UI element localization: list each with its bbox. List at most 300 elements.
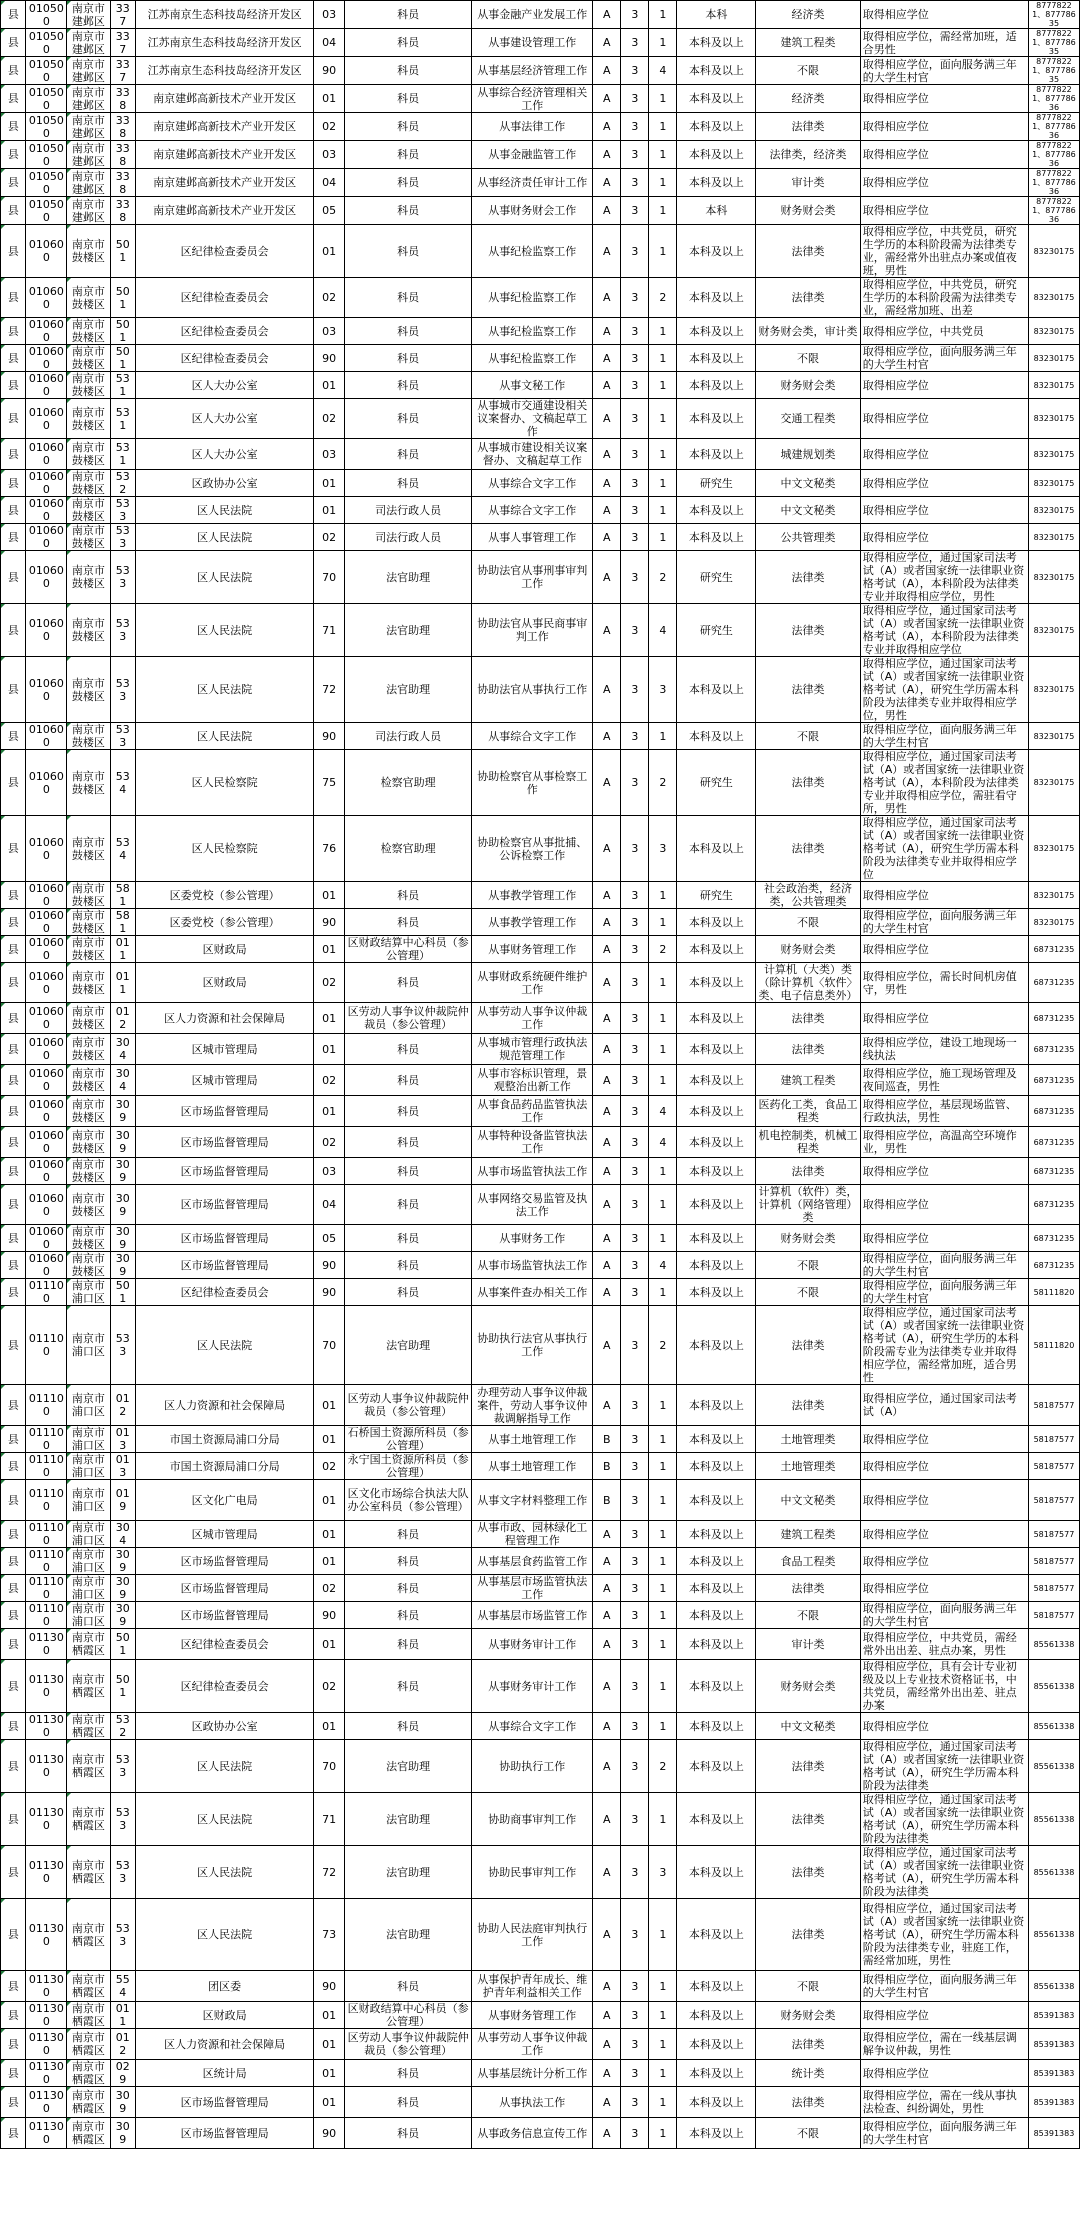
cell-major: 土地管理类 [756, 1426, 860, 1453]
cell-category: A [593, 318, 621, 345]
cell-education: 本科及以上 [677, 1158, 756, 1185]
cell-post-name: 科员 [344, 1971, 471, 2002]
cell-level: 县 [1, 963, 26, 1003]
cell-level: 县 [1, 1713, 26, 1740]
table-row [1, 1034, 1080, 1065]
cell-major: 审计类 [756, 169, 860, 197]
cell-major: 计算机（大类）类（除计算机〈软件〉类、电子信息类外） [756, 963, 860, 1003]
cell-dept-code: 533 [110, 551, 135, 604]
cell-phone: 58111820 [1028, 1279, 1079, 1306]
cell-district: 南京市鼓楼区 [67, 278, 110, 318]
cell-unit-code: 010600 [26, 225, 67, 278]
cell-post-code: 01 [314, 497, 345, 524]
cell-phone: 58111820 [1028, 1306, 1079, 1385]
cell-dept-code: 013 [110, 1426, 135, 1453]
cell-category: A [593, 85, 621, 113]
cell-phone: 58187577 [1028, 1521, 1079, 1548]
cell-dept-name: 区人大办公室 [136, 399, 314, 439]
table-row [1, 909, 1080, 936]
cell-category: A [593, 141, 621, 169]
cell-count: 1 [649, 1065, 677, 1096]
cell-dept-code: 501 [110, 278, 135, 318]
cell-education: 本科及以上 [677, 524, 756, 551]
cell-post-name: 法官助理 [344, 1793, 471, 1846]
cell-major: 中文文秘类 [756, 1480, 860, 1521]
cell-education: 本科及以上 [677, 1385, 756, 1426]
cell-unit-code: 010600 [26, 723, 67, 750]
cell-post-name: 科员 [344, 1602, 471, 1629]
cell-level: 县 [1, 723, 26, 750]
cell-count: 1 [649, 2060, 677, 2087]
cell-post-duty: 从事市场监管执法工作 [472, 1158, 593, 1185]
cell-exam-type: 3 [621, 882, 649, 909]
cell-other-requirements: 取得相应学位 [860, 439, 1028, 470]
cell-exam-type: 3 [621, 2002, 649, 2029]
cell-post-code: 01 [314, 1385, 345, 1426]
cell-category: B [593, 1480, 621, 1521]
cell-count: 1 [649, 29, 677, 57]
cell-major: 法律类 [756, 1575, 860, 1602]
cell-level: 县 [1, 1158, 26, 1185]
cell-post-name: 科员 [344, 882, 471, 909]
cell-dept-name: 区人民法院 [136, 604, 314, 657]
cell-other-requirements: 取得相应学位，高温高空环境作业，男性 [860, 1127, 1028, 1158]
cell-category: A [593, 57, 621, 85]
cell-count: 1 [649, 141, 677, 169]
table-row [1, 1629, 1080, 1660]
cell-category: A [593, 604, 621, 657]
cell-other-requirements: 取得相应学位 [860, 497, 1028, 524]
cell-major: 食品工程类 [756, 1548, 860, 1575]
cell-phone: 87778221、87778635 [1028, 57, 1079, 85]
cell-post-duty: 协助民事审判工作 [472, 1846, 593, 1899]
cell-post-name: 科员 [344, 1252, 471, 1279]
cell-post-name: 科员 [344, 318, 471, 345]
cell-post-name: 法官助理 [344, 1899, 471, 1971]
cell-post-code: 01 [314, 936, 345, 963]
cell-unit-code: 011100 [26, 1279, 67, 1306]
cell-other-requirements: 取得相应学位，通过国家司法考试（A）或者国家统一法律职业资格考试（A），研究生学历需本科阶段为法律类 [860, 1740, 1028, 1793]
cell-major: 法律类 [756, 2087, 860, 2118]
cell-dept-code: 533 [110, 657, 135, 723]
cell-count: 2 [649, 936, 677, 963]
cell-major: 法律类 [756, 1158, 860, 1185]
cell-dept-name: 区人民法院 [136, 1306, 314, 1385]
cell-phone: 68731235 [1028, 1127, 1079, 1158]
cell-other-requirements: 取得相应学位 [860, 1521, 1028, 1548]
cell-major: 公共管理类 [756, 524, 860, 551]
cell-district: 南京市鼓楼区 [67, 225, 110, 278]
cell-post-name: 科员 [344, 278, 471, 318]
cell-level: 县 [1, 1034, 26, 1065]
cell-post-code: 02 [314, 1065, 345, 1096]
cell-exam-type: 3 [621, 1279, 649, 1306]
cell-level: 县 [1, 1225, 26, 1252]
cell-level: 县 [1, 1279, 26, 1306]
cell-category: A [593, 1034, 621, 1065]
cell-phone: 83230175 [1028, 657, 1079, 723]
cell-dept-code: 338 [110, 113, 135, 141]
cell-post-name: 科员 [344, 169, 471, 197]
cell-exam-type: 3 [621, 1575, 649, 1602]
cell-major: 经济类 [756, 85, 860, 113]
cell-dept-name: 区纪律检查委员会 [136, 1629, 314, 1660]
cell-education: 本科及以上 [677, 2118, 756, 2149]
cell-post-code: 01 [314, 1034, 345, 1065]
cell-post-code: 01 [314, 882, 345, 909]
cell-other-requirements: 取得相应学位，需经常加班，适合男性 [860, 29, 1028, 57]
cell-other-requirements: 取得相应学位 [860, 936, 1028, 963]
cell-unit-code: 011100 [26, 1602, 67, 1629]
table-row [1, 1899, 1080, 1971]
cell-phone: 85561338 [1028, 1713, 1079, 1740]
cell-count: 2 [649, 1740, 677, 1793]
cell-education: 本科及以上 [677, 29, 756, 57]
cell-count: 4 [649, 1127, 677, 1158]
cell-other-requirements: 取得相应学位，需在一线从事执法检查、纠纷调处，男性 [860, 2087, 1028, 2118]
cell-dept-name: 区纪律检查委员会 [136, 225, 314, 278]
cell-count: 1 [649, 399, 677, 439]
cell-level: 县 [1, 399, 26, 439]
cell-education: 本科及以上 [677, 2087, 756, 2118]
cell-post-name: 石桥国土资源所科员（参公管理） [344, 1426, 471, 1453]
cell-district: 南京市栖霞区 [67, 2118, 110, 2149]
cell-other-requirements: 取得相应学位 [860, 2060, 1028, 2087]
cell-education: 研究生 [677, 470, 756, 497]
cell-level: 县 [1, 1185, 26, 1225]
cell-count: 1 [649, 882, 677, 909]
table-row [1, 1660, 1080, 1713]
cell-phone: 85561338 [1028, 1740, 1079, 1793]
cell-district: 南京市栖霞区 [67, 1899, 110, 1971]
cell-post-duty: 从事基层市场监管执法工作 [472, 1575, 593, 1602]
cell-dept-name: 区市场监督管理局 [136, 2087, 314, 2118]
cell-post-name: 科员 [344, 1065, 471, 1096]
cell-education: 本科及以上 [677, 1548, 756, 1575]
cell-level: 县 [1, 1096, 26, 1127]
cell-post-duty: 从事纪检监察工作 [472, 318, 593, 345]
cell-count: 1 [649, 1279, 677, 1306]
cell-education: 本科及以上 [677, 439, 756, 470]
cell-category: A [593, 2118, 621, 2149]
cell-post-duty: 从事基层统计分析工作 [472, 2060, 593, 2087]
cell-phone: 85561338 [1028, 1629, 1079, 1660]
cell-post-duty: 从事综合文字工作 [472, 723, 593, 750]
cell-dept-name: 区市场监督管理局 [136, 1158, 314, 1185]
cell-dept-name: 区城市管理局 [136, 1065, 314, 1096]
cell-major: 财务财会类 [756, 1225, 860, 1252]
table-row [1, 1096, 1080, 1127]
cell-major: 法律类 [756, 1899, 860, 1971]
table-row [1, 2087, 1080, 2118]
cell-count: 1 [649, 1480, 677, 1521]
cell-phone: 85391383 [1028, 2002, 1079, 2029]
cell-dept-name: 区人民检察院 [136, 816, 314, 882]
cell-phone: 83230175 [1028, 750, 1079, 816]
table-row [1, 1740, 1080, 1793]
cell-category: A [593, 278, 621, 318]
cell-unit-code: 010600 [26, 1034, 67, 1065]
cell-education: 本科及以上 [677, 963, 756, 1003]
cell-dept-code: 534 [110, 750, 135, 816]
cell-level: 县 [1, 29, 26, 57]
cell-category: A [593, 470, 621, 497]
cell-category: A [593, 657, 621, 723]
cell-count: 1 [649, 1521, 677, 1548]
cell-unit-code: 011100 [26, 1453, 67, 1480]
cell-post-code: 03 [314, 318, 345, 345]
cell-post-duty: 协助执行工作 [472, 1740, 593, 1793]
cell-post-code: 01 [314, 1426, 345, 1453]
cell-exam-type: 3 [621, 1385, 649, 1426]
cell-exam-type: 3 [621, 657, 649, 723]
cell-phone: 68731235 [1028, 1252, 1079, 1279]
table-row [1, 657, 1080, 723]
cell-district: 南京市栖霞区 [67, 2029, 110, 2060]
cell-level: 县 [1, 1575, 26, 1602]
cell-level: 县 [1, 551, 26, 604]
cell-major: 建筑工程类 [756, 1521, 860, 1548]
table-row [1, 470, 1080, 497]
cell-post-name: 科员 [344, 113, 471, 141]
cell-phone: 68731235 [1028, 1096, 1079, 1127]
cell-major: 不限 [756, 1971, 860, 2002]
cell-phone: 87778221、87778636 [1028, 197, 1079, 225]
cell-education: 本科及以上 [677, 1279, 756, 1306]
cell-dept-code: 581 [110, 882, 135, 909]
cell-other-requirements: 取得相应学位，通过国家司法考试（A）或者国家统一法律职业资格考试（A），本科阶段为法律类专业并取得相应学位 [860, 604, 1028, 657]
cell-phone: 68731235 [1028, 1065, 1079, 1096]
cell-phone: 83230175 [1028, 882, 1079, 909]
cell-education: 本科及以上 [677, 1846, 756, 1899]
cell-dept-code: 501 [110, 1279, 135, 1306]
cell-phone: 83230175 [1028, 816, 1079, 882]
cell-education: 本科及以上 [677, 1426, 756, 1453]
cell-education: 本科及以上 [677, 816, 756, 882]
cell-other-requirements: 取得相应学位 [860, 470, 1028, 497]
cell-district: 南京市建邺区 [67, 141, 110, 169]
cell-education: 本科及以上 [677, 1740, 756, 1793]
cell-post-code: 70 [314, 551, 345, 604]
cell-category: A [593, 345, 621, 372]
cell-post-name: 法官助理 [344, 1740, 471, 1793]
cell-dept-name: 区人民法院 [136, 497, 314, 524]
cell-major: 建筑工程类 [756, 29, 860, 57]
cell-count: 1 [649, 909, 677, 936]
cell-post-code: 90 [314, 345, 345, 372]
table-row [1, 1521, 1080, 1548]
cell-post-name: 科员 [344, 470, 471, 497]
cell-major: 财务财会类 [756, 372, 860, 399]
cell-unit-code: 010600 [26, 1158, 67, 1185]
cell-post-duty: 从事财务管理工作 [472, 2002, 593, 2029]
cell-count: 1 [649, 1034, 677, 1065]
cell-unit-code: 011300 [26, 1660, 67, 1713]
cell-count: 1 [649, 1629, 677, 1660]
cell-dept-name: 区市场监督管理局 [136, 1575, 314, 1602]
cell-unit-code: 010600 [26, 439, 67, 470]
cell-district: 南京市鼓楼区 [67, 1252, 110, 1279]
cell-phone: 58187577 [1028, 1426, 1079, 1453]
cell-dept-code: 304 [110, 1065, 135, 1096]
cell-education: 本科及以上 [677, 1034, 756, 1065]
cell-post-duty: 从事特种设备监管执法工作 [472, 1127, 593, 1158]
cell-major: 统计类 [756, 2060, 860, 2087]
cell-major: 不限 [756, 345, 860, 372]
cell-district: 南京市浦口区 [67, 1453, 110, 1480]
cell-category: A [593, 1899, 621, 1971]
cell-education: 本科及以上 [677, 1065, 756, 1096]
cell-count: 2 [649, 551, 677, 604]
cell-phone: 83230175 [1028, 470, 1079, 497]
cell-major: 法律类 [756, 657, 860, 723]
cell-category: A [593, 1713, 621, 1740]
cell-post-code: 01 [314, 1521, 345, 1548]
cell-post-duty: 从事文秘工作 [472, 372, 593, 399]
cell-dept-code: 338 [110, 85, 135, 113]
cell-post-duty: 从事财务审计工作 [472, 1629, 593, 1660]
cell-unit-code: 010500 [26, 1, 67, 29]
cell-dept-code: 531 [110, 399, 135, 439]
cell-exam-type: 3 [621, 1521, 649, 1548]
cell-dept-name: 区委党校（参公管理） [136, 909, 314, 936]
cell-district: 南京市栖霞区 [67, 1846, 110, 1899]
cell-exam-type: 3 [621, 816, 649, 882]
cell-dept-code: 309 [110, 2118, 135, 2149]
cell-major: 财务财会类 [756, 1660, 860, 1713]
cell-exam-type: 3 [621, 318, 649, 345]
cell-post-code: 01 [314, 2060, 345, 2087]
cell-level: 县 [1, 57, 26, 85]
cell-major: 法律类 [756, 2029, 860, 2060]
cell-dept-code: 309 [110, 1252, 135, 1279]
cell-post-duty: 从事基层市场监管工作 [472, 1602, 593, 1629]
cell-major: 财务财会类 [756, 197, 860, 225]
table-row [1, 57, 1080, 85]
table-row [1, 1846, 1080, 1899]
cell-district: 南京市鼓楼区 [67, 318, 110, 345]
cell-level: 县 [1, 1385, 26, 1426]
cell-category: A [593, 2029, 621, 2060]
cell-count: 2 [649, 750, 677, 816]
cell-exam-type: 3 [621, 963, 649, 1003]
cell-post-name: 科员 [344, 1127, 471, 1158]
cell-exam-type: 3 [621, 470, 649, 497]
cell-unit-code: 010500 [26, 57, 67, 85]
cell-major: 法律类 [756, 1034, 860, 1065]
cell-dept-name: 区统计局 [136, 2060, 314, 2087]
cell-post-code: 90 [314, 2118, 345, 2149]
cell-unit-code: 010500 [26, 85, 67, 113]
cell-level: 县 [1, 1548, 26, 1575]
cell-phone: 83230175 [1028, 909, 1079, 936]
cell-post-code: 90 [314, 57, 345, 85]
cell-category: B [593, 1453, 621, 1480]
cell-other-requirements: 取得相应学位，面向服务满三年的大学生村官 [860, 1252, 1028, 1279]
cell-major: 法律类 [756, 750, 860, 816]
cell-post-name: 科员 [344, 439, 471, 470]
cell-category: A [593, 1660, 621, 1713]
cell-other-requirements: 取得相应学位，面向服务满三年的大学生村官 [860, 1279, 1028, 1306]
cell-post-name: 科员 [344, 372, 471, 399]
cell-other-requirements: 取得相应学位 [860, 399, 1028, 439]
cell-dept-code: 013 [110, 1453, 135, 1480]
cell-other-requirements: 取得相应学位，通过国家司法考试（A）或者国家统一法律职业资格考试（A），研究生学历需本科阶段为法律类 [860, 1846, 1028, 1899]
cell-dept-code: 012 [110, 1003, 135, 1034]
cell-education: 本科及以上 [677, 1971, 756, 2002]
cell-exam-type: 3 [621, 1003, 649, 1034]
cell-district: 南京市鼓楼区 [67, 1096, 110, 1127]
cell-post-name: 科员 [344, 197, 471, 225]
cell-post-code: 70 [314, 1740, 345, 1793]
table-row [1, 1793, 1080, 1846]
cell-post-name: 法官助理 [344, 1306, 471, 1385]
cell-dept-name: 区人民法院 [136, 1740, 314, 1793]
cell-unit-code: 011300 [26, 1846, 67, 1899]
cell-other-requirements: 取得相应学位，面向服务满三年的大学生村官 [860, 57, 1028, 85]
cell-district: 南京市浦口区 [67, 1385, 110, 1426]
cell-education: 本科及以上 [677, 113, 756, 141]
cell-education: 本科及以上 [677, 1899, 756, 1971]
cell-post-duty: 从事教学管理工作 [472, 882, 593, 909]
cell-level: 县 [1, 2118, 26, 2149]
cell-post-duty: 从事市政、园林绿化工程管理工作 [472, 1521, 593, 1548]
cell-dept-code: 309 [110, 2087, 135, 2118]
cell-district: 南京市鼓楼区 [67, 723, 110, 750]
cell-post-duty: 从事执法工作 [472, 2087, 593, 2118]
cell-level: 县 [1, 1, 26, 29]
cell-phone: 87778221、87778636 [1028, 141, 1079, 169]
cell-phone: 83230175 [1028, 604, 1079, 657]
cell-unit-code: 010500 [26, 169, 67, 197]
cell-education: 研究生 [677, 604, 756, 657]
cell-count: 1 [649, 524, 677, 551]
cell-district: 南京市浦口区 [67, 1480, 110, 1521]
cell-category: A [593, 1279, 621, 1306]
cell-education: 本科及以上 [677, 1252, 756, 1279]
cell-dept-code: 304 [110, 1521, 135, 1548]
cell-phone: 85391383 [1028, 2060, 1079, 2087]
cell-unit-code: 010600 [26, 1003, 67, 1034]
cell-post-name: 科员 [344, 399, 471, 439]
table-row [1, 113, 1080, 141]
cell-exam-type: 3 [621, 1660, 649, 1713]
cell-level: 县 [1, 816, 26, 882]
cell-unit-code: 010600 [26, 882, 67, 909]
cell-education: 本科及以上 [677, 1660, 756, 1713]
cell-post-duty: 从事劳动人事争议仲裁工作 [472, 2029, 593, 2060]
cell-post-code: 01 [314, 1548, 345, 1575]
cell-major: 法律类 [756, 1846, 860, 1899]
cell-count: 1 [649, 1225, 677, 1252]
cell-dept-name: 区纪律检查委员会 [136, 1279, 314, 1306]
cell-category: B [593, 1426, 621, 1453]
cell-unit-code: 010600 [26, 909, 67, 936]
cell-category: A [593, 1, 621, 29]
cell-level: 县 [1, 85, 26, 113]
cell-major: 法律类 [756, 278, 860, 318]
cell-category: A [593, 1003, 621, 1034]
table-row [1, 1158, 1080, 1185]
cell-category: A [593, 2060, 621, 2087]
cell-dept-name: 区城市管理局 [136, 1034, 314, 1065]
cell-district: 南京市鼓楼区 [67, 1158, 110, 1185]
cell-dept-name: 区人民法院 [136, 1846, 314, 1899]
cell-district: 南京市鼓楼区 [67, 1034, 110, 1065]
cell-post-duty: 从事财政系统硬件维护工作 [472, 963, 593, 1003]
cell-phone: 68731235 [1028, 1034, 1079, 1065]
cell-district: 南京市栖霞区 [67, 2087, 110, 2118]
